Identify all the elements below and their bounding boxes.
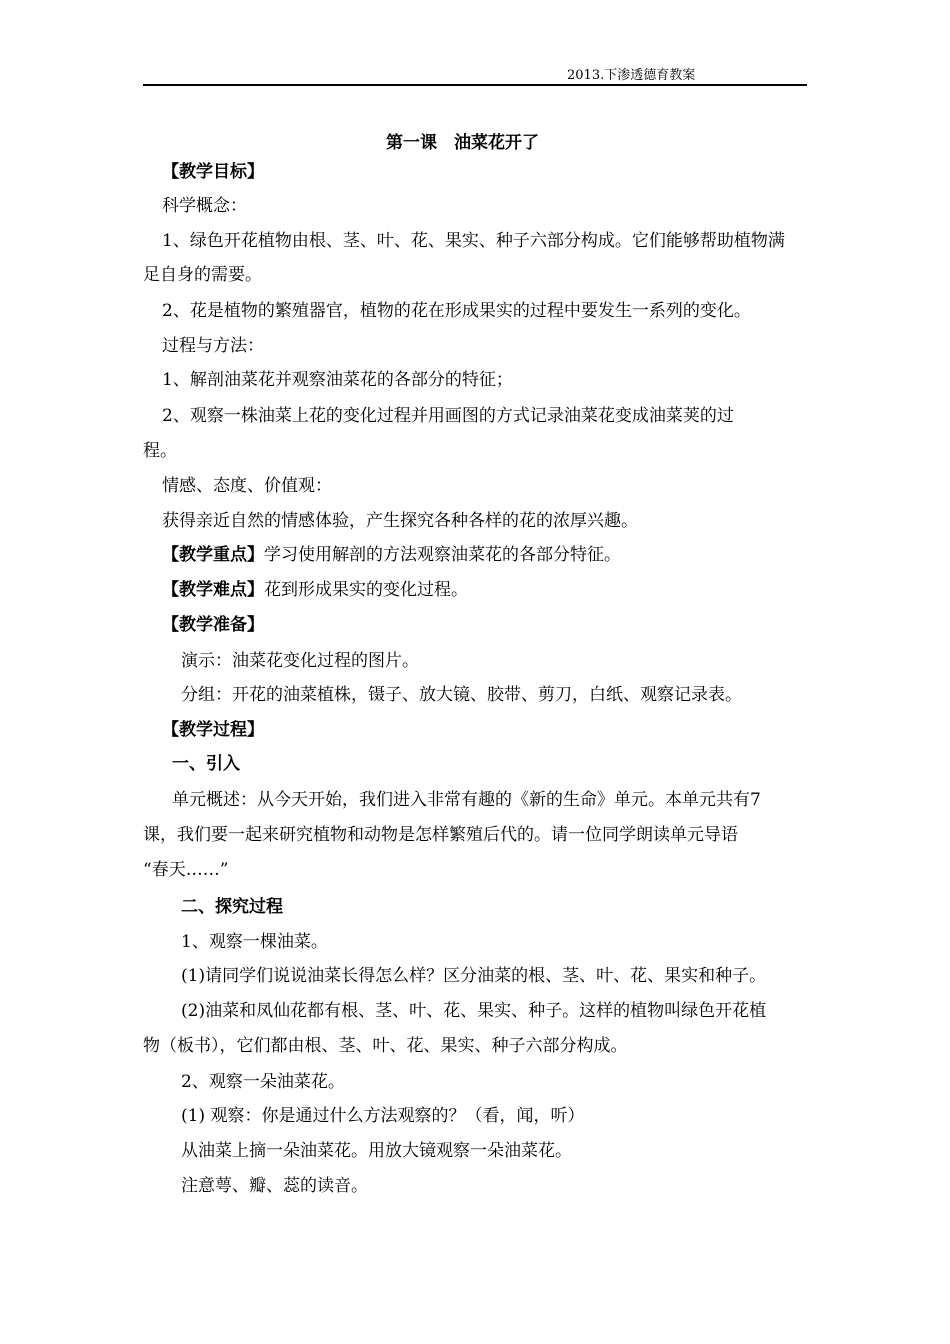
header-text: 2013.下渗透德育教案 [567,68,696,83]
prep-demo: 演示：油菜花变化过程的图片。 [181,651,419,671]
obs-1-q1: (1)请同学们说说油菜长得怎么样？区分油菜的根、茎、叶、花、果实和种子。 [181,966,767,986]
intro-line-2: 课，我们要一起来研究植物和动物是怎样繁殖后代的。请一位同学朗读单元导语 [143,825,738,845]
intro-line-3: “春天……” [143,860,229,880]
prep-heading: 【教学准备】 [162,615,264,635]
emotion-label: 情感、态度、价值观： [162,476,332,496]
method-1: 1、解剖油菜花并观察油菜花的各部分的特征； [162,370,513,390]
concept-1-line-2: 足自身的需要。 [143,265,262,285]
difficult-point-label: 【教学难点】 [162,580,264,600]
goals-heading: 【教学目标】 [162,162,264,182]
obs-2-q1: (1) 观察：你是通过什么方法观察的？（看，闻，听） [181,1106,585,1126]
explore-heading: 二、探究过程 [181,897,283,917]
concept-1-line-1: 1、绿色开花植物由根、茎、叶、花、果实、种子六部分构成。它们能够帮助植物满 [162,231,785,251]
key-point [162,544,621,566]
header-rule [143,84,807,86]
concept-2: 2、花是植物的繁殖器官，植物的花在形成果实的过程中要发生一系列的变化。 [162,301,751,321]
sci-concept-label: 科学概念： [162,196,247,216]
lesson-title: 第一课 油菜花开了 [386,133,539,153]
process-method-label: 过程与方法： [162,336,264,356]
intro-heading: 一、引入 [172,754,240,774]
obs-2: 2、观察一朵油菜花。 [181,1072,345,1092]
obs-2-b: 注意萼、瓣、蕊的读音。 [181,1176,368,1196]
process-heading: 【教学过程】 [162,720,264,740]
prep-group: 分组：开花的油菜植株，镊子、放大镜、胶带、剪刀，白纸、观察记录表。 [181,685,742,705]
obs-1-q2-line-1: (2)油菜和凤仙花都有根、茎、叶、花、果实、种子。这样的植物叫绿色开花植 [181,1001,767,1021]
method-2-line-1: 2、观察一株油菜上花的变化过程并用画图的方式记录油菜花变成油菜荚的过 [162,406,734,426]
key-point-label: 【教学重点】 [162,545,264,565]
difficult-point-text: 花到形成果实的变化过程。 [264,580,468,600]
obs-2-a: 从油菜上摘一朵油菜花。用放大镜观察一朵油菜花。 [181,1141,572,1161]
key-point-text: 学习使用解剖的方法观察油菜花的各部分特征。 [264,545,621,565]
obs-1: 1、观察一棵油菜。 [181,932,328,952]
difficult-point [162,579,468,601]
intro-line-1: 单元概述：从今天开始，我们进入非常有趣的《新的生命》单元。本单元共有7 [172,790,761,810]
emotion-1: 获得亲近自然的情感体验，产生探究各种各样的花的浓厚兴趣。 [162,511,638,531]
method-2-line-2: 程。 [143,441,177,461]
obs-1-q2-line-2: 物（板书），它们都由根、茎、叶、花、果实、种子六部分构成。 [143,1036,628,1056]
